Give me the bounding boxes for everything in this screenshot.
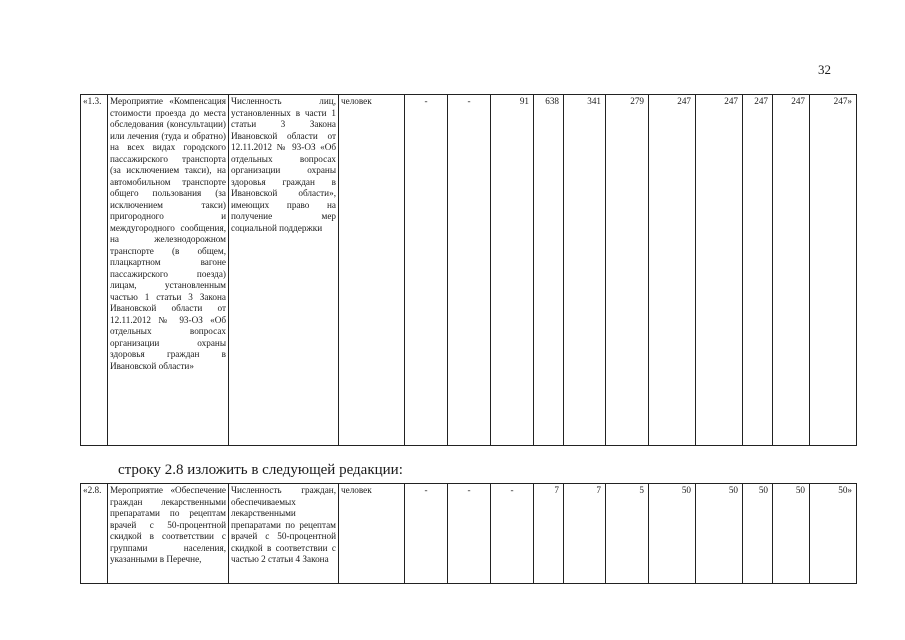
value-cell: - (405, 484, 448, 584)
indicator-description: Численность лиц, установленных в части 1 статьи 3 Закона Ивановской области от 12.11.2012 № 93-ОЗ «Об отдельных вопросах организации охраны здоровья граждан в Ивановской области», имеющих право на получение мер социальной поддержки (229, 95, 339, 446)
value-cell: - (405, 95, 448, 446)
value-cell: 279 (606, 95, 649, 446)
page-number: 32 (818, 62, 831, 77)
value-cell: 7 (534, 484, 564, 584)
value-cell: 91 (491, 95, 534, 446)
value-cell: 50 (743, 484, 773, 584)
value-cell: 247 (649, 95, 696, 446)
value-cell: 638 (534, 95, 564, 446)
unit: человек (339, 95, 405, 446)
value-cell: 341 (564, 95, 606, 446)
indicator-description: Численность граждан, обеспечиваемых лекарственными препаратами по рецептам врачей с 50-процентной скидкой в соответствии с частью 2 статьи 4 Закона (229, 484, 339, 584)
row-index: «2.8. (81, 484, 108, 584)
value-cell: 247 (696, 95, 743, 446)
value-cell: 50» (810, 484, 857, 584)
value-cell: 7 (564, 484, 606, 584)
measures-table-row-1-3 (80, 94, 857, 446)
value-cell: 247» (810, 95, 857, 446)
value-cell: - (491, 484, 534, 584)
value-cell: 50 (696, 484, 743, 584)
measures-table-row-2-8 (80, 483, 857, 584)
value-cell: 50 (649, 484, 696, 584)
event-description: Мероприятие «Компенсация стоимости проезда до места обследования (консультации) или лечения (туда и обратно) на всех видах городского пассажирского транспорта (за исключением такси), на автомобильном транспорте общего пользования (за исключением такси) пригородного и междугородного сообщения, на железнодорожном транспорте (в общем, плацкартном вагоне пассажирского поезда) лицам, установленным частью 1 статьи 3 Закона Ивановской области от 12.11.2012 № 93-ОЗ «Об отдельных вопросах организации охраны здоровья граждан в Ивановской области» (108, 95, 229, 446)
value-cell: 247 (773, 95, 810, 446)
value-cell: 50 (773, 484, 810, 584)
amendment-note: строку 2.8 изложить в следующей редакции: (118, 462, 403, 478)
value-cell: - (448, 95, 491, 446)
unit: человек (339, 484, 405, 584)
row-index: «1.3. (81, 95, 108, 446)
value-cell: 247 (743, 95, 773, 446)
value-cell: - (448, 484, 491, 584)
value-cell: 5 (606, 484, 649, 584)
event-description: Мероприятие «Обеспечение граждан лекарственными препаратами по рецептам врачей с 50-процентной скидкой в соответствии с группами населения, указанными в Перечне, (108, 484, 229, 584)
